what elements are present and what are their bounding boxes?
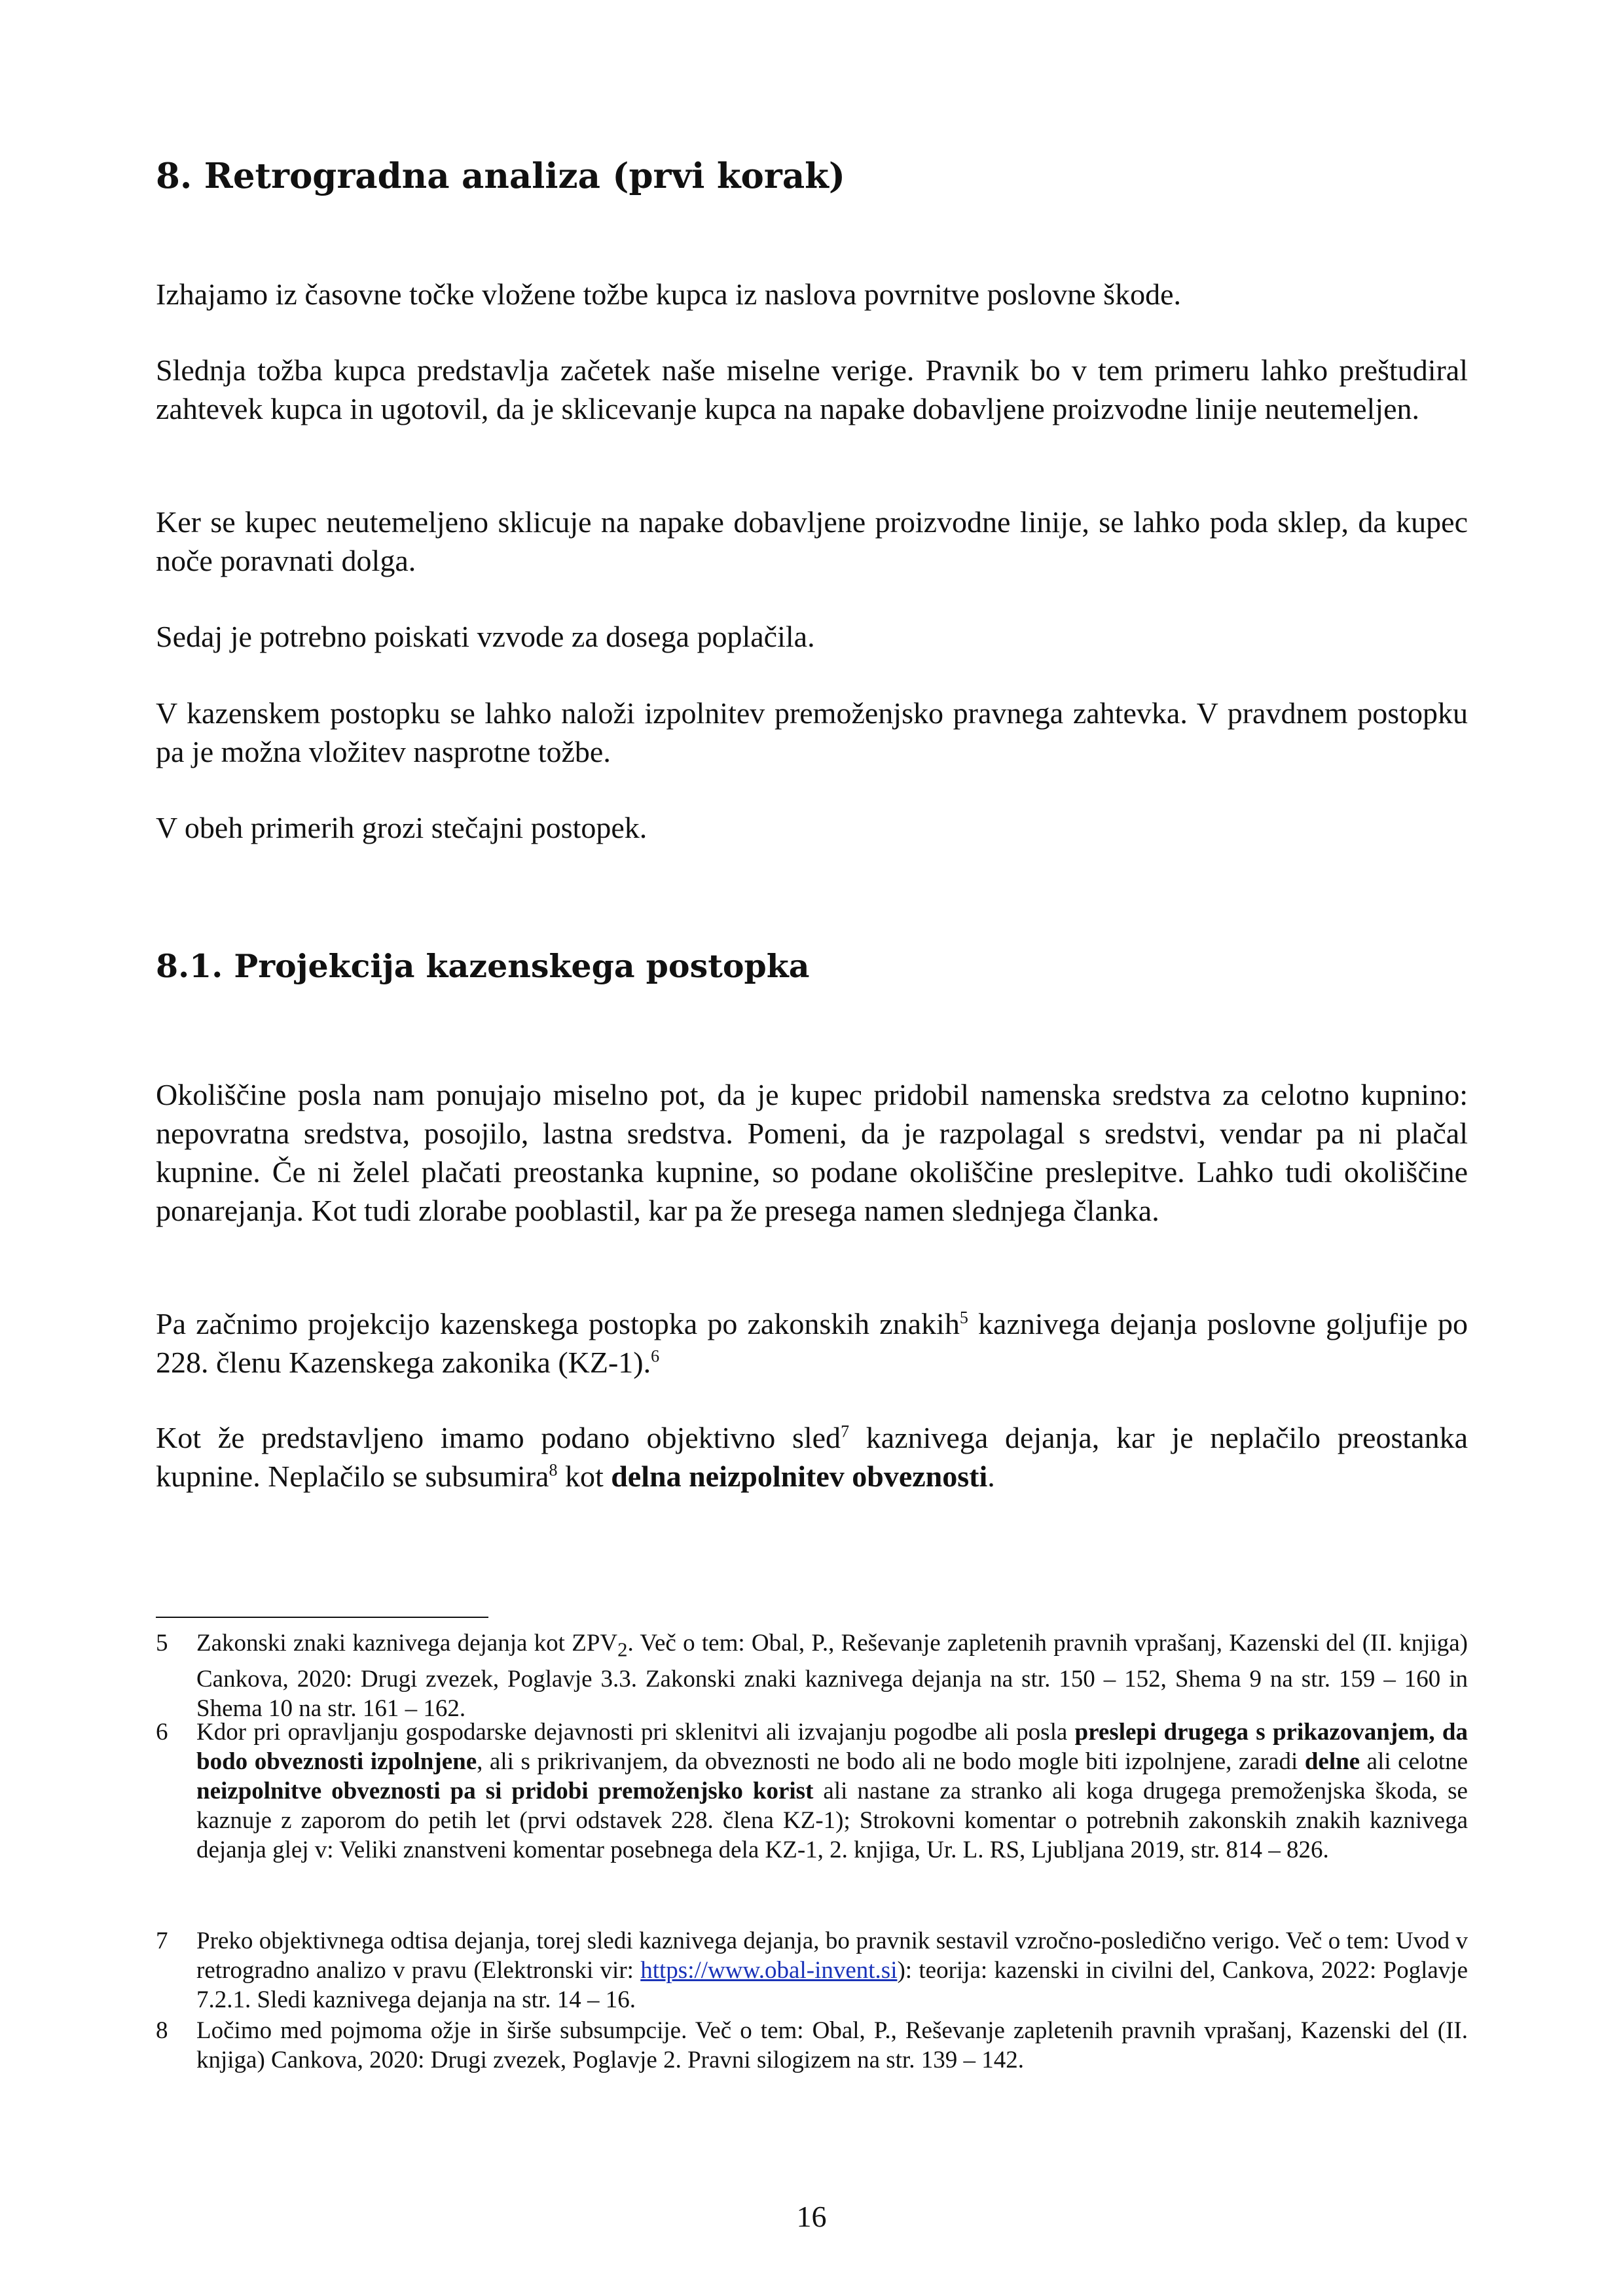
paragraph	[156, 1418, 1468, 1496]
footnote-text: Ločimo med pojmoma ožje in širše subsumpcije. Več o tem: Obal, P., Reševanje zapletenih pravnih vprašanj, Kazenski del (II. knjiga) Cankova, 2020: Drugi zvezek, Poglavje 2. Pravni silogizem na str. 139 – 142.	[196, 2017, 1468, 2073]
paragraph: V obeh primerih grozi stečajni postopek.	[156, 811, 647, 844]
text-run: Preko objektivnega odtisa dejanja, torej sledi kaznivega dejanja, bo pravnik sestavil vzročno-posledično verigo. Več o tem: Uvod v retrogradno analizo v pravu (Elektronski vir:	[196, 1928, 1468, 1984]
text-run: Zakonski znaki kaznivega dejanja kot ZPV	[196, 1630, 618, 1657]
text-run: .	[987, 1460, 995, 1493]
source-link[interactable]: https://www.obal-invent.si	[640, 1957, 898, 1984]
text-run: . Več o tem: Obal, P., Reševanje zapletenih pravnih vprašanj, Kazenski del (II. knjiga) Cankova, 2020: Drugi zvezek, Poglavje 3.3. Zakonski znaki kaznivega dejanja na str. 150 – 152, Shema 9 na str. 159 – 160 in Shema 10 na str. 161 – 162.	[196, 1630, 1468, 1723]
paragraph: V kazenskem postopku se lahko naloži izpolnitev premoženjsko pravnega zahtevka. V pravdnem postopku pa je možna vložitev nasprotne tožbe.	[156, 696, 1468, 768]
footnote-text	[196, 1628, 1468, 1723]
bold-term: delne	[1304, 1748, 1360, 1775]
footnote-divider	[156, 1617, 488, 1618]
section-heading: 8. Retrogradna analiza (prvi korak)	[156, 156, 845, 196]
footnote-text	[196, 1926, 1468, 2015]
footnote-number: 5	[156, 1630, 168, 1657]
text-run: Kdor pri opravljanju gospodarske dejavnosti pri sklenitvi ali izvajanju pogodbe ali posla	[196, 1719, 1075, 1746]
footnote-number: 7	[156, 1928, 168, 1954]
paragraph: Okoliščine posla nam ponujajo miselno pot, da je kupec pridobil namenska sredstva za celotno kupnino: nepovratna sredstva, posojilo, lastna sredstva. Pomeni, da je razpolagal s sredstvi, vendar pa ni plačal kupnine. Če ni želel plačati preostanka kupnine, so podane okoliščine preslepitve. Lahko tudi okoliščine ponarejanja. Kot tudi zlorabe pooblastil, kar pa že presega namen slednjega članka.	[156, 1078, 1468, 1227]
bold-term: delna neizpolnitev obveznosti	[611, 1460, 988, 1493]
footnote	[156, 1926, 1468, 2015]
paragraph	[156, 1304, 1468, 1382]
page-number: 16	[796, 2200, 827, 2233]
footnote	[156, 1628, 1468, 1723]
bold-term: preslepi drugega s prikazovanjem, da bodo obveznosti izpolnjene	[196, 1719, 1468, 1775]
footnote-number: 6	[156, 1719, 168, 1746]
bold-term: neizpolnitve obveznosti pa si pridobi premoženjsko korist	[196, 1778, 814, 1804]
footnote-number: 8	[156, 2017, 168, 2044]
footnote-ref[interactable]: 5	[959, 1308, 968, 1327]
footnote-ref[interactable]: 7	[841, 1422, 850, 1441]
text-run: ali nastane za stranko ali koga drugega premoženjska škoda, se kaznuje z zaporom do petih let (prvi odstavek 228. člena KZ-1); Strokovni komentar o potrebnih zakonskih znakih kaznivega dejanja glej v: Veliki znanstveni komentar posebnega dela KZ-1, 2. knjiga, Ur. L. RS, Ljubljana 2019, str. 814 – 826.	[196, 1778, 1468, 1863]
text-run: Pa začnimo projekcijo kazenskega postopka po zakonskih znakih	[156, 1307, 960, 1340]
subscript: 2	[617, 1638, 628, 1661]
text-run: ali celotne	[1360, 1748, 1468, 1775]
paragraph: Izhajamo iz časovne točke vložene tožbe kupca iz naslova povrnitve poslovne škode.	[156, 278, 1181, 311]
footnote	[156, 1717, 1468, 1865]
subsection-heading: 8.1. Projekcija kazenskega postopka	[156, 947, 810, 985]
footnote	[156, 2016, 1468, 2075]
paragraph: Sedaj je potrebno poiskati vzvode za dosega poplačila.	[156, 620, 815, 653]
paragraph: Slednja tožba kupca predstavlja začetek naše miselne verige. Pravnik bo v tem primeru lahko preštudiral zahtevek kupca in ugotovil, da je sklicevanje kupca na napake dobavljene proizvodne linije neutemeljen.	[156, 353, 1468, 425]
text-run: , ali s prikrivanjem, da obveznosti ne bodo ali ne bodo mogle biti izpolnjene, zaradi	[477, 1748, 1305, 1775]
footnote-ref[interactable]: 8	[549, 1460, 558, 1480]
paragraph: Ker se kupec neutemeljeno sklicuje na napake dobavljene proizvodne linije, se lahko poda sklep, da kupec noče poravnati dolga.	[156, 505, 1468, 577]
text-run: kaznivega dejanja, kar je neplačilo preostanka kupnine. Neplačilo se subsumira	[156, 1421, 1468, 1493]
footnote-text	[196, 1717, 1468, 1865]
text-run: Kot že predstavljeno imamo podano objektivno sled	[156, 1421, 841, 1454]
footnote-ref[interactable]: 6	[651, 1346, 660, 1366]
text-run: kot	[557, 1460, 611, 1493]
text-run: kaznivega dejanja poslovne goljufije po 228. členu Kazenskega zakonika (KZ-1).	[156, 1307, 1468, 1379]
text-run: ): teorija: kazenski in civilni del, Cankova, 2022: Poglavje 7.2.1. Sledi kaznivega dejanja na str. 14 – 16.	[196, 1957, 1468, 2013]
